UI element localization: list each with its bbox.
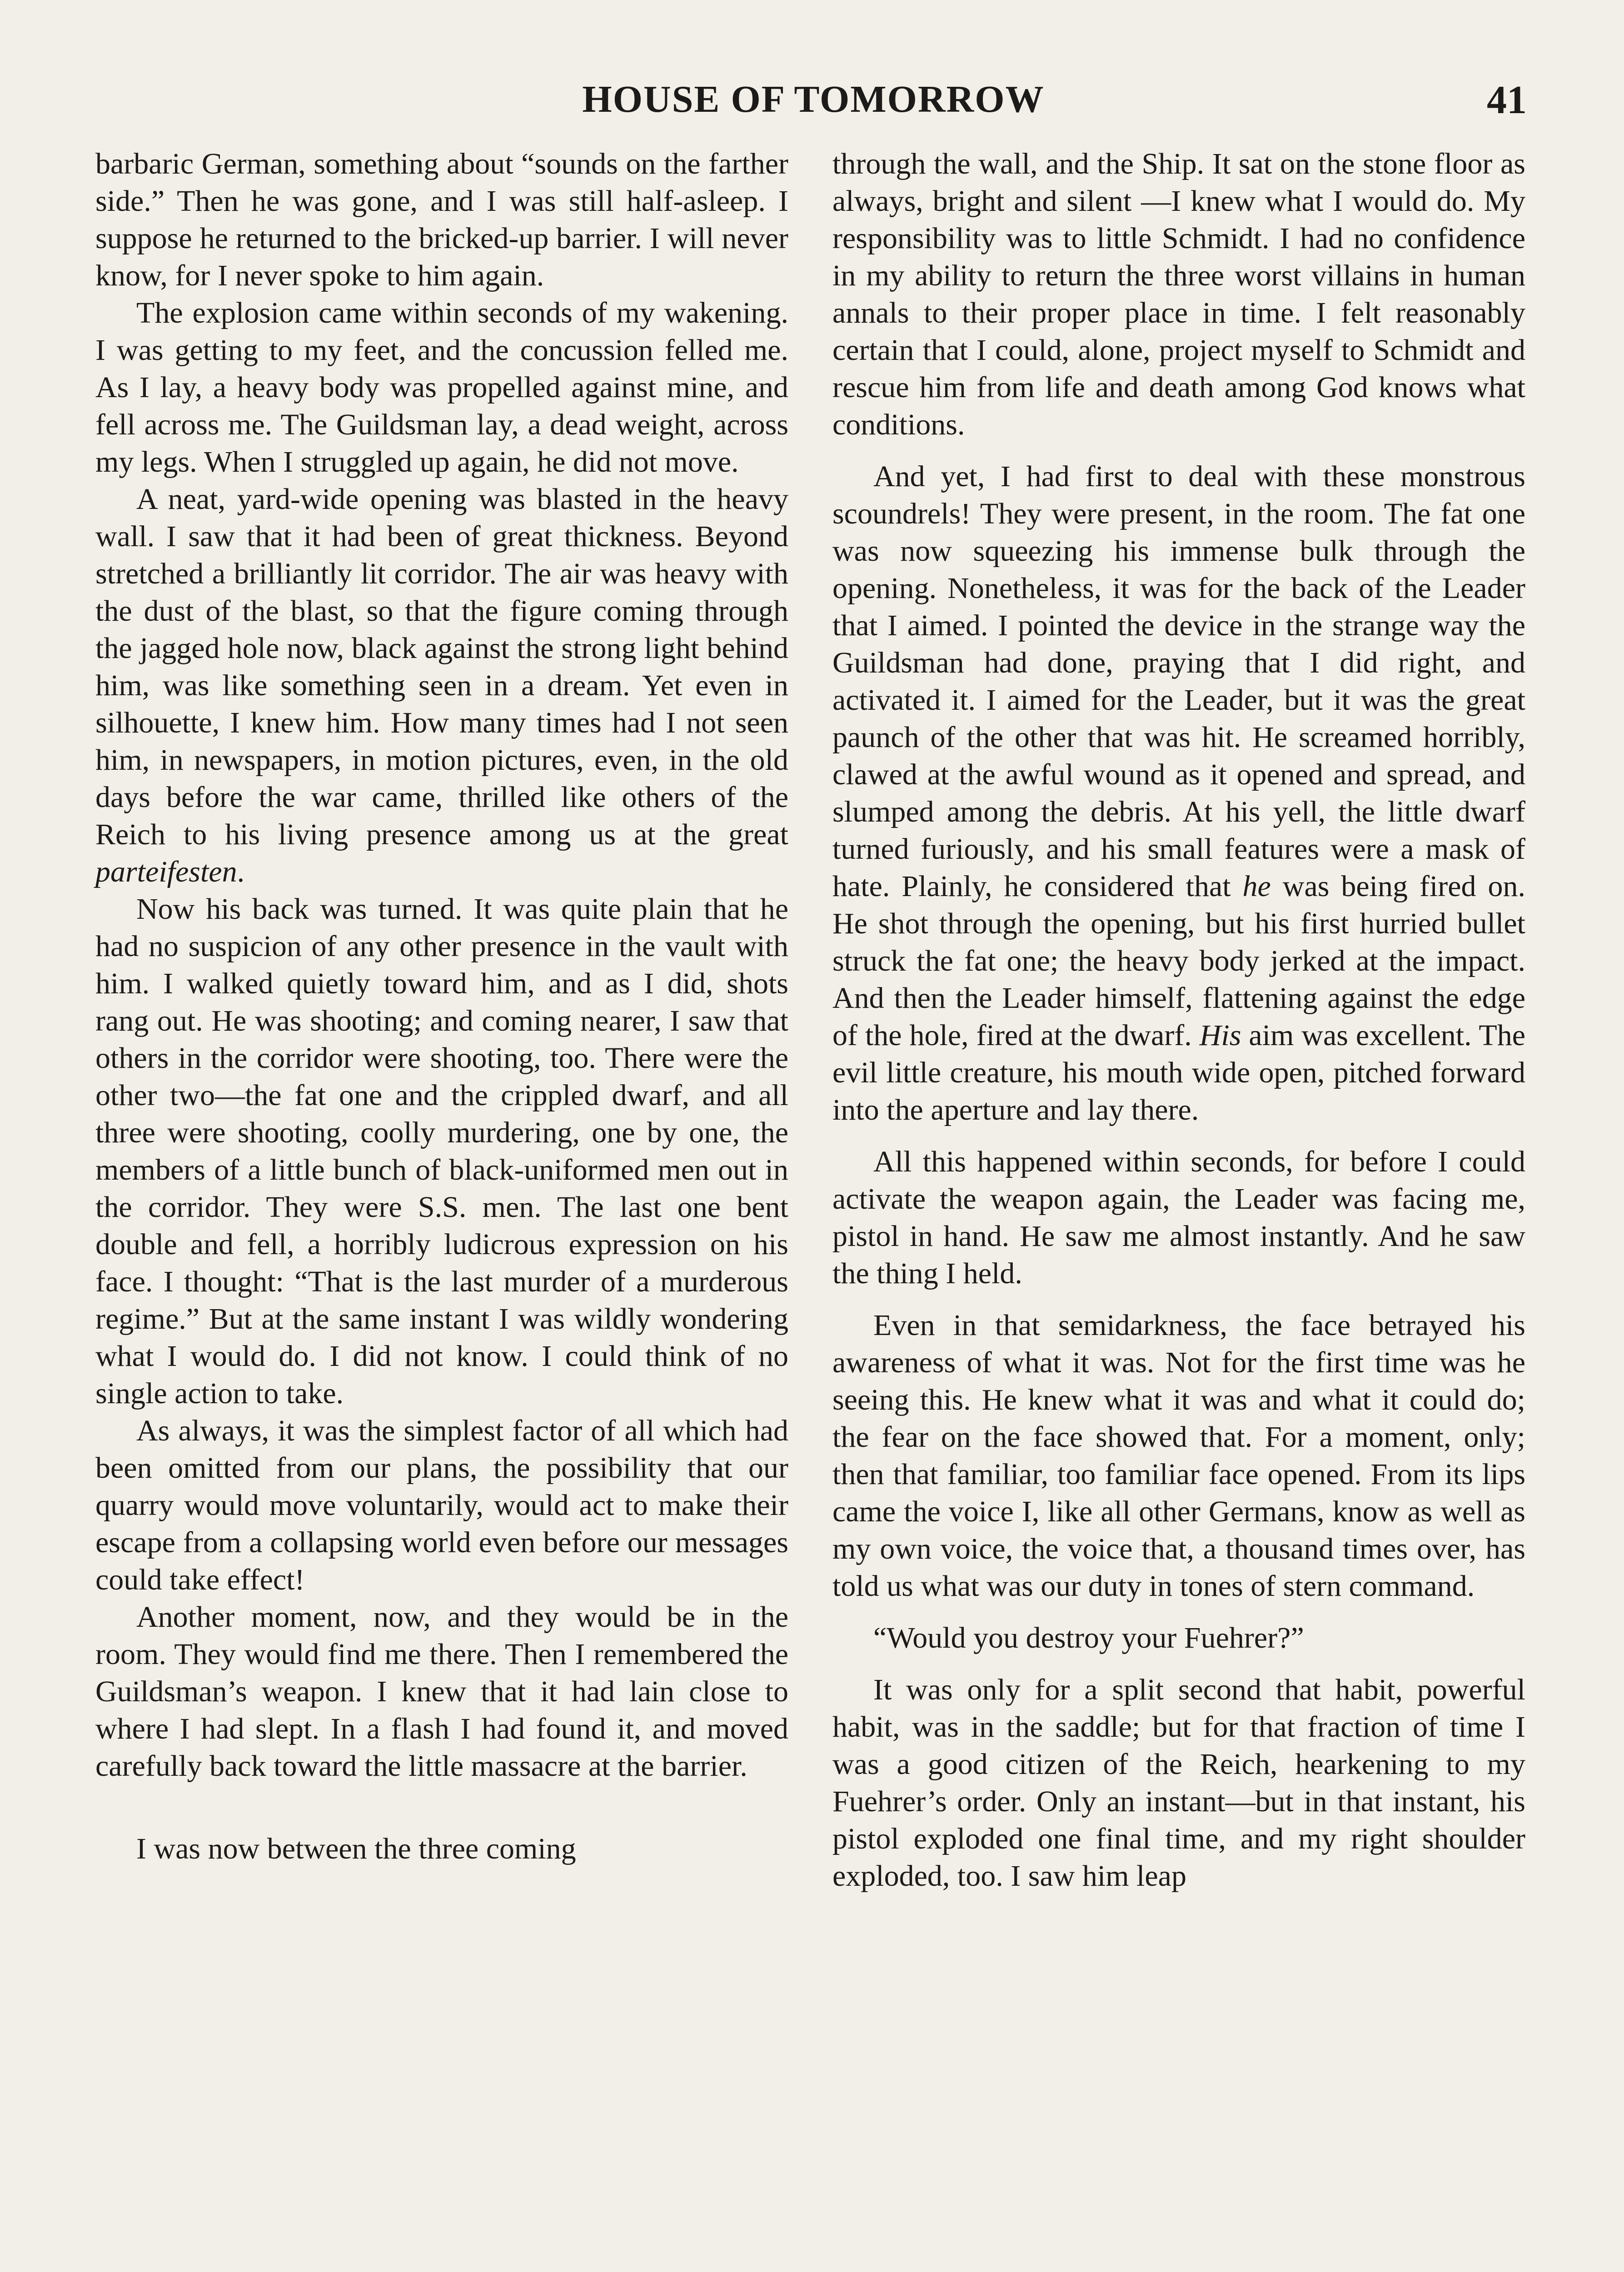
paragraph-right-5: “Would you destroy your Fuehrer?” (873, 1621, 1304, 1654)
paragraph-left-4: Now his back was turned. It was quite plain that he had no suspicion of any other presence in the vault with him. I walked quietly toward him, and as I did, shots rang out. He was shooting; and coming nearer, I saw that others in the corridor were shooting, too. There were the other two—the fat one and the crippled dwarf, and all three were shooting, coolly murdering, one by one, the members of a little bunch of black-uniformed men out in the corridor. They were S.S. men. The last one bent double and fell, a horribly ludicrous expression on his face. I thought: “That is the last murder of a murderous regime.” But at the same instant I was wildly wondering what I would do. I did not know. I could think of no single action to take. (95, 892, 788, 1410)
paragraph-right-2-text-b: was being fired on. He shot through the opening, but his first hurried bullet struck the fat one; the heavy body jerked at the impact. And then the Leader himself, flattening against the edge of the hole, fired at the dwarf. (832, 870, 1525, 1052)
paragraph-left-6: Another moment, now, and they would be in the room. They would find me there. Then I remembered the Guildsman’s weapon. I knew that it had lain close to where I had slept. In a flash I had found it, and moved carefully back toward the little massacre at the barrier. (95, 1600, 788, 1783)
paragraph-left-7: I was now between the three coming (136, 1832, 576, 1865)
paragraph-left-3-italic: parteifesten (95, 855, 237, 888)
page-header (91, 77, 1536, 132)
right-column (832, 145, 1525, 1895)
left-column (95, 145, 788, 1868)
paragraph-right-2-text-c: aim was excellent. The evil little creature, his mouth wide open, pitched forward into the aperture and lay there. (832, 1019, 1525, 1126)
running-title: HOUSE OF TOMORROW (582, 78, 1045, 120)
paragraph-right-2-italic-1: he (1242, 870, 1271, 903)
paragraph-left-1: barbaric German, something about “sounds on the farther side.” Then he was gone, and I was still half-asleep. I suppose he returned to the bricked-up barrier. I will never know, for I never spoke to him again. (95, 147, 788, 292)
paragraph-right-4: Even in that semidarkness, the face betrayed his awareness of what it was. Not for the first time was he seeing this. He knew what it was and what it could do; the fear on the face showed that. For a moment, only; then that familiar, too familiar face opened. From its lips came the voice I, like all other Germans, know as well as my own voice, the voice that, a thousand times over, has told us what was our duty in tones of stern command. (832, 1309, 1525, 1603)
paragraph-right-2 (832, 458, 1525, 1129)
paragraph-left-2: The explosion came within seconds of my wakening. I was getting to my feet, and the concussion felled me. As I lay, a heavy body was propelled against mine, and fell across me. The Guildsman lay, a dead weight, across my legs. When I struggled up again, he did not move. (95, 296, 788, 478)
paragraph-left-5: As always, it was the simplest factor of all which had been omitted from our plans, the possibility that our quarry would move voluntarily, would act to make their escape from a collapsing world even before our messages could take effect! (95, 1414, 788, 1596)
paragraph-right-3: All this happened within seconds, for before I could activate the weapon again, the Leader was facing me, pistol in hand. He saw me almost instantly. And he saw the thing I held. (832, 1145, 1525, 1290)
paragraph-right-2-text-a: And yet, I had first to deal with these monstrous scoundrels! They were present, in the room. The fat one was now squeezing his immense bulk through the opening. Nonetheless, it was for the back of the Leader that I aimed. I pointed the device in the strange way the Guildsman had done, praying that I did right, and activated it. I aimed for the Leader, but it was the great paunch of the other that was hit. He screamed horribly, clawed at the awful wound as it opened and spread, and slumped among the debris. At his yell, the little dwarf turned furiously, and his small features were a mask of hate. Plainly, he considered that (832, 460, 1525, 903)
paragraph-right-6: It was only for a split second that habit, powerful habit, was in the saddle; but for that fraction of time I was a good citizen of the Reich, hearkening to my Fuehrer’s order. Only an instant—but in that instant, his pistol exploded one final time, and my right shoulder exploded, too. I saw him leap (832, 1673, 1525, 1893)
paragraph-left-3-text-b: . (237, 855, 245, 888)
paragraph-left-3 (95, 481, 788, 891)
paragraph-right-2-italic-2: His (1199, 1019, 1241, 1052)
paragraph-left-3-text-a: A neat, yard-wide opening was blasted in the heavy wall. I saw that it had been of great thickness. Beyond stretched a brilliantly lit corridor. The air was heavy with the dust of the blast, so that the figure coming through the jagged hole now, black against the strong light behind him, was like something seen in a dream. Yet even in silhouette, I knew him. How many times had I not seen him, in newspapers, in motion pictures, even, in the old days before the war came, thrilled like others of the Reich to his living presence among us at the great (95, 483, 788, 851)
paragraph-right-1: through the wall, and the Ship. It sat on the stone floor as always, bright and silent —I knew what I would do. My responsibility was to little Schmidt. I had no confidence in my ability to return the three worst villains in human annals to their proper place in time. I felt reasonably certain that I could, alone, project myself to Schmidt and rescue him from life and death among God knows what conditions. (832, 147, 1525, 441)
page-number: 41 (1487, 78, 1527, 122)
